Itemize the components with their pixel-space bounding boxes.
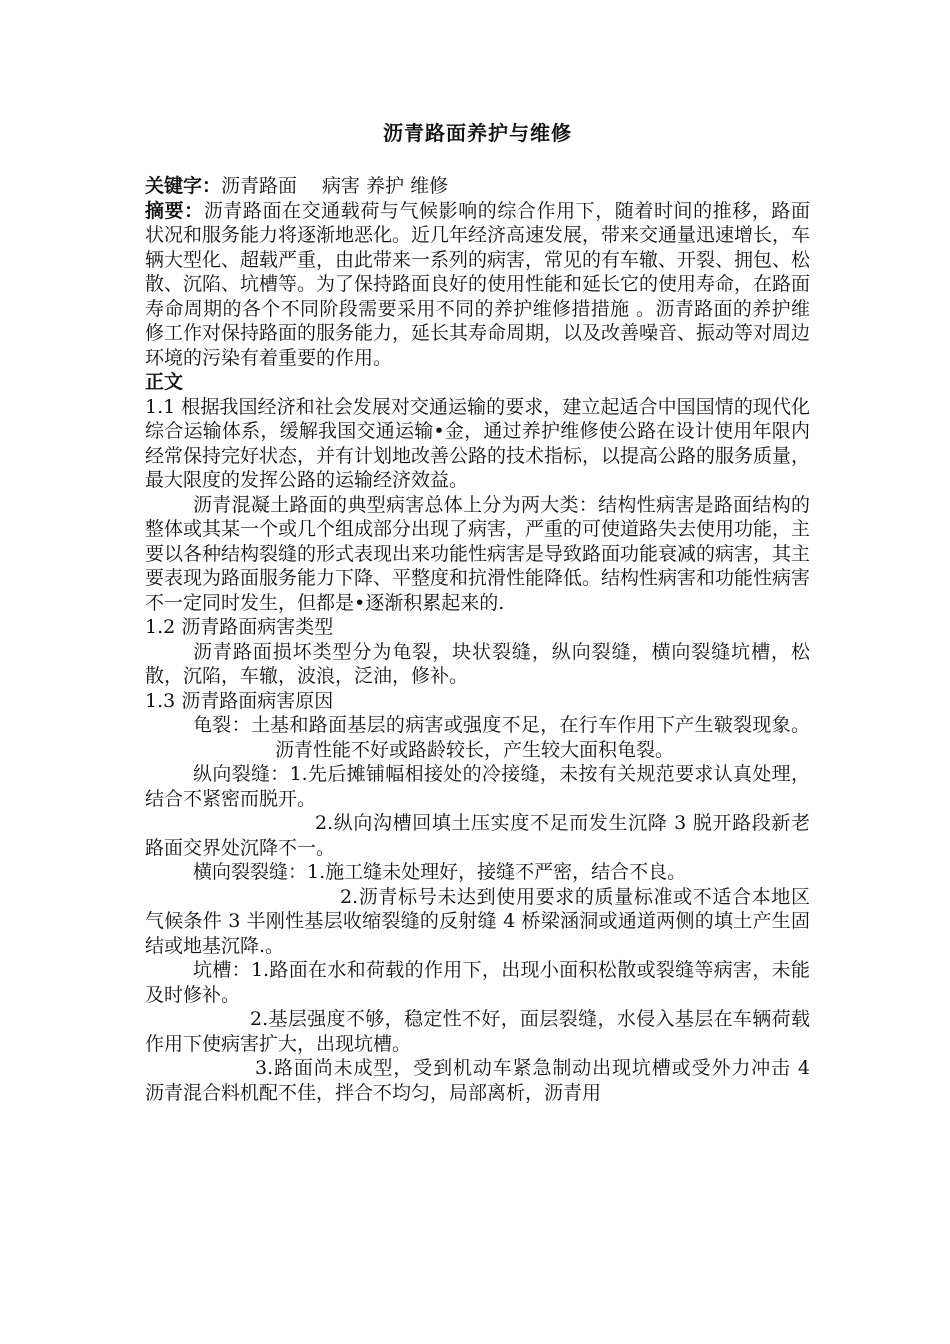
paragraph-damage-types: 沥青路面损坏类型分为龟裂，块状裂缝，纵向裂缝，横向裂缝坑槽，松散，沉陷，车辙，波浪，泛油，修补。 bbox=[145, 640, 810, 687]
keywords-line bbox=[145, 174, 810, 199]
paragraph-longitudinal-2: 2.纵向沟槽回填土压实度不足而发生沉降 3 脱开路段新老路面交界处沉降不一。 bbox=[145, 812, 810, 859]
paragraph-pothole-1: 坑槽：1.路面在水和荷载的作用下，出现小面积松散或裂缝等病害，未能及时修补。 bbox=[145, 959, 810, 1006]
paragraph-disease-categories: 沥青混凝土路面的典型病害总体上分为两大类：结构性病害是路面结构的整体或其某一个或几个组成部分出现了病害，严重的可使道路失去使用功能，主要以各种结构裂缝的形式表现出来功能性病害是导致路面功能衰减的病害，其主要表现为路面服务能力下降、平整度和抗滑性能降低。结构性病害和功能性病害不一定同时发生，但都是•逐渐积累起来的. bbox=[145, 493, 811, 614]
document-page bbox=[145, 118, 810, 1105]
document-title: 沥青路面养护与维修 bbox=[383, 121, 572, 145]
paragraph-pothole-2: 2.基层强度不够，稳定性不好，面层裂缝，水侵入基层在车辆荷载作用下使病害扩大，出现坑槽。 bbox=[145, 1008, 810, 1055]
paragraph-longitudinal-1: 纵向裂缝：1.先后摊铺幅相接处的冷接缝，未按有关规范要求认真处理，结合不紧密而脱开。 bbox=[145, 763, 810, 810]
paragraph-transverse-1: 横向裂裂缝：1.施工缝未处理好，接缝不严密，结合不良。 bbox=[193, 861, 687, 883]
keywords-text: 沥青路面 病害 养护 维修 bbox=[221, 175, 449, 197]
paragraph-transverse-2: 2.沥青标号未达到使用要求的质量标准或不适合本地区气候条件 3 半刚性基层收缩裂缝的反射缝 4 桥梁涵洞或通道两侧的填土产生固结或地基沉降.。 bbox=[145, 885, 810, 957]
body-heading: 正文 bbox=[145, 371, 184, 393]
abstract-label: 摘要： bbox=[145, 199, 204, 222]
section-1-2-heading: 1.2 沥青路面病害类型 bbox=[145, 616, 334, 638]
abstract-paragraph bbox=[145, 199, 810, 371]
paragraph-alligator-cracking bbox=[145, 713, 810, 762]
keywords-label: 关键字： bbox=[145, 175, 222, 197]
abstract-text: 沥青路面在交通载荷与气候影响的综合作用下，随着时间的推移，路面状况和服务能力将逐渐地恶化。近几年经济高速发展，带来交通量迅速增长，车辆大型化、超载严重，由此带来一系列的病害，常见的有车辙、开裂、拥包、松散、沉陷、坑槽等。为了保持路面良好的使用性能和延长它的使用寿命，在路面寿命周期的各个不同阶段需要采用不同的养护维修措措施 。沥青路面的养护维修工作对保持路面的服务能力，延长其寿命周期，以及改善噪音、振动等对周边环境的污染有着重要的作用。 bbox=[145, 199, 811, 369]
paragraph-pothole-3: 3.路面尚未成型，受到机动车紧急制动出现坑槽或受外力冲击 4 沥青混合料机配不佳，拌合不均匀，局部离析，沥青用 bbox=[145, 1057, 810, 1104]
section-1-1: 1.1 根据我国经济和社会发展对交通运输的要求，建立起适合中国国情的现代化综合运输体系，缓解我国交通运输•金，通过养护维修使公路在设计使用年限内经常保持完好状态，并有计划地改善公路的技术指标，以提高公路的服务质量，最大限度的发挥公路的运输经济效益。 bbox=[145, 395, 811, 491]
alligator-cracking-b: 沥青性能不好或路龄较长，产生较大面积龟裂。 bbox=[275, 738, 675, 761]
section-1-3-heading: 1.3 沥青路面病害原因 bbox=[145, 689, 334, 712]
alligator-cracking-a: 龟裂：土基和路面基层的病害或强度不足，在行车作用下产生皲裂现象。 bbox=[193, 714, 810, 736]
